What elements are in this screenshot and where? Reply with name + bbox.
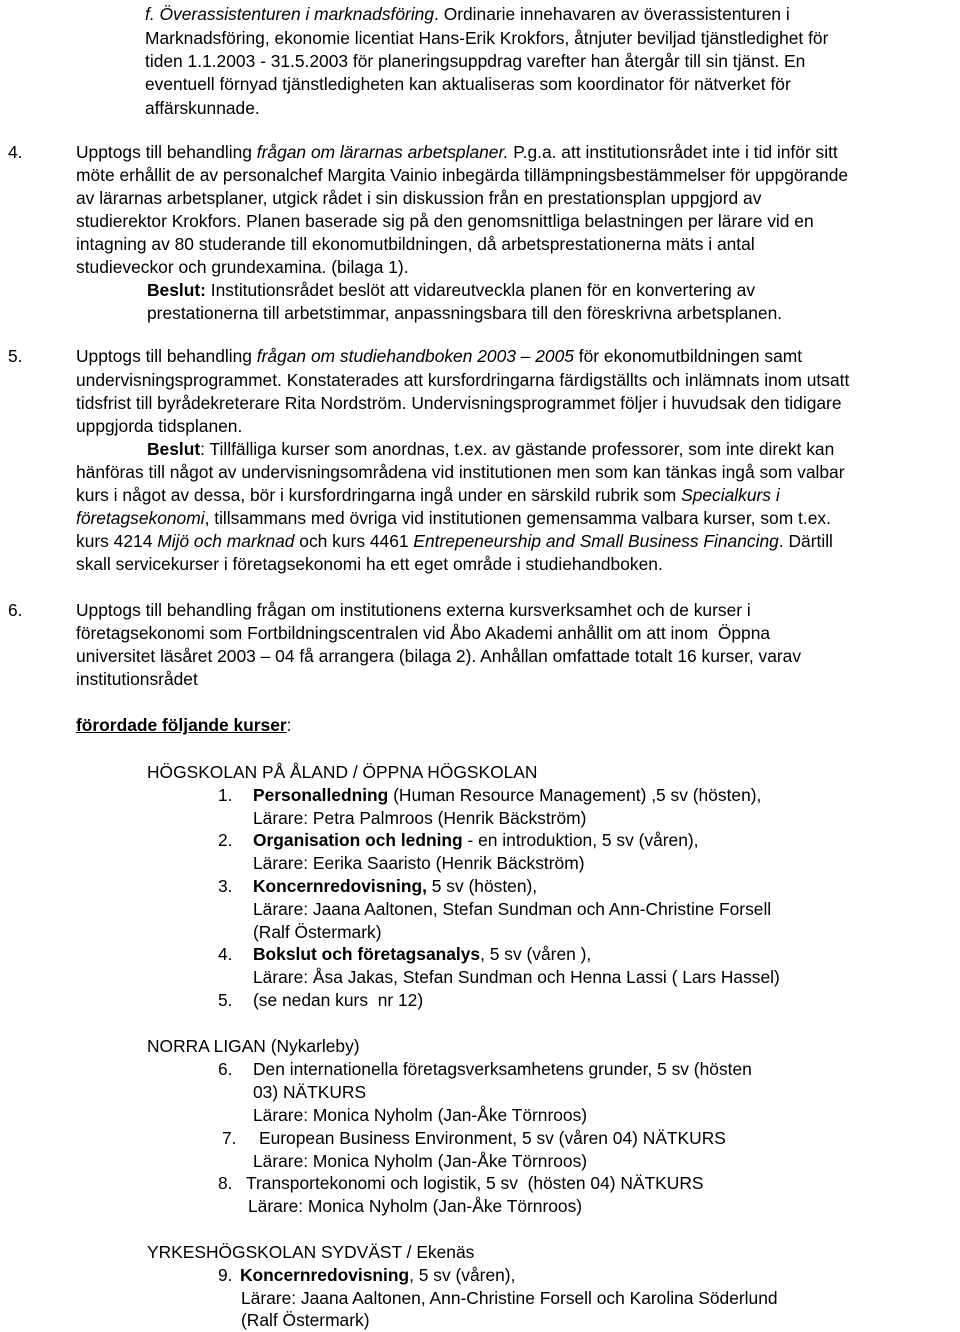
beslut-text: Institutionsrådet beslöt att vidareutveckla planen för en konvertering av: [205, 280, 756, 300]
section-f-text: . Ordinarie innehavaren av överassistenturen i: [434, 4, 790, 24]
course-teacher: Lärare: Monica Nyholm (Jan-Åke Törnroos): [253, 1151, 588, 1171]
section-f-line-5: affärskunnade.: [145, 98, 260, 118]
course-number: 4.: [218, 944, 233, 964]
section-5-number: 5.: [8, 346, 23, 366]
section-5-line-8-text: , tillsammans med övriga vid institutionen gemensamma valbara kurser, som t.ex.: [204, 508, 831, 528]
section-f-title: Överassistenturen i marknadsföring: [159, 4, 435, 24]
section-5-line-8: [76, 507, 831, 530]
course-teacher: Lärare: Jaana Aaltonen, Stefan Sundman och Ann-Christine Forsell: [253, 899, 772, 919]
course-title: Koncernredovisning: [240, 1265, 410, 1285]
group-title: NORRA LIGAN (Nykarleby): [147, 1036, 360, 1056]
section-4-line-4: studierektor Krokfors. Planen baserade sig på den genomsnittliga belastningen per lärare vid en: [76, 211, 814, 231]
course-number: 7.: [222, 1128, 237, 1148]
section-5-line-4: uppgjorda tidsplanen.: [76, 416, 243, 436]
course-details: 5 sv (hösten),: [426, 876, 538, 896]
section-5-line-1: [76, 345, 802, 368]
course-3: [253, 875, 537, 898]
course-title: Koncernredovisning,: [253, 876, 427, 896]
section-4-heading: Upptogs till behandling: [76, 142, 257, 162]
section-6-number: 6.: [8, 600, 23, 620]
course-number: 8.: [218, 1173, 233, 1193]
section-5-line-9: [76, 530, 833, 553]
beslut-label: Beslut:: [147, 280, 206, 300]
course-teacher: Lärare: Jaana Aaltonen, Ann-Christine Forsell och Karolina Söderlund: [241, 1288, 778, 1308]
section-6-line-2: företagsekonomi som Fortbildningscentralen vid Åbo Akademi anhållit om att inom Öppna: [76, 623, 771, 643]
section-5-topic: frågan om studiehandboken 2003 – 2005: [256, 346, 574, 366]
course-details: (Human Resource Management) ,5 sv (hösten),: [388, 785, 762, 805]
forordade-colon: :: [286, 715, 292, 735]
section-5-heading: Upptogs till behandling: [76, 346, 257, 366]
section-4-line-2: möte erhållit de av personalchef Margita Vainio inbegärda tillämpningsbestämmelser för uppgörande: [76, 165, 849, 185]
course-title: Personalledning: [253, 785, 389, 805]
section-f-line-1: [145, 3, 790, 26]
course-teacher: Lärare: Åsa Jakas, Stefan Sundman och Henna Lassi ( Lars Hassel): [253, 967, 780, 987]
section-4-topic: frågan om lärarnas arbetsplaner.: [256, 142, 509, 162]
section-5-line-2: undervisningsprogrammet. Konstaterades att kursfordringarna färdigställts och inlämnats inom utsatt: [76, 370, 850, 390]
section-5-line-9-a: kurs 4214: [76, 531, 158, 551]
section-5-line-7-italic: Specialkurs i: [681, 485, 780, 505]
course-examiner: (Ralf Östermark): [241, 1310, 370, 1330]
course-number: 1.: [218, 785, 233, 805]
course-title: Organisation och ledning: [253, 830, 463, 850]
section-4-beslut-line-2: prestationerna till arbetstimmar, anpassningsbara till den föreskrivna arbetsplanen.: [147, 303, 783, 323]
section-5-line-6: hänföras till något av undervisningsområdena vid institutionen men som kan tänkas ingå som valbar: [76, 462, 845, 482]
course-5: (se nedan kurs nr 12): [253, 990, 424, 1010]
course-name-mijo: Mijö och marknad: [157, 531, 295, 551]
course-title: Bokslut och företagsanalys: [253, 944, 481, 964]
course-details: , 5 sv (våren ),: [480, 944, 592, 964]
course-6: Den internationella företagsverksamhetens grunder, 5 sv (hösten: [253, 1059, 752, 1079]
course-number: 2.: [218, 830, 233, 850]
section-4-line-5: intagning av 80 studerande till ekonomutbildningen, då arbetsprestationerna mäts i antal: [76, 234, 755, 254]
section-4-number: 4.: [8, 142, 23, 162]
section-5-line-7-text: kurs i något av dessa, bör i kursfordringarna ingå under en särskild rubrik som: [76, 485, 682, 505]
section-5-line-9-c: och kurs 4461: [294, 531, 414, 551]
section-6-line-1: Upptogs till behandling frågan om institutionens externa kursverksamhet och de kurser i: [76, 600, 751, 620]
course-number: 9.: [218, 1265, 233, 1285]
group-title: YRKESHÖGSKOLAN SYDVÄST / Ekenäs: [147, 1242, 475, 1262]
section-4-beslut: [147, 279, 755, 302]
forordade-label: förordade följande kurser: [76, 715, 287, 735]
beslut-label: Beslut: [147, 439, 201, 459]
course-number: 3.: [218, 876, 233, 896]
course-teacher: Lärare: Monica Nyholm (Jan-Åke Törnroos): [253, 1105, 588, 1125]
course-name-entrepreneurship: Entrepeneurship and Small Business Financing: [413, 531, 779, 551]
course-2: [253, 829, 699, 852]
section-5-line-9-e: . Därtill: [778, 531, 833, 551]
section-f-line-4: eventuell förnyad tjänstledigheten kan aktualiseras som koordinator för nätverket för: [145, 74, 791, 94]
course-teacher: Lärare: Monica Nyholm (Jan-Åke Törnroos): [248, 1196, 583, 1216]
section-f-line-2: Marknadsföring, ekonomie licentiat Hans-Erik Krokfors, åtnjuter beviljad tjänstledighet för: [145, 28, 829, 48]
section-4-line-6: studieveckor och grundexamina. (bilaga 1).: [76, 257, 409, 277]
section-5-line-3: tidsfrist till byrådekreterare Rita Nordström. Undervisningsprogrammet följer i huvudsak den tidigare: [76, 393, 842, 413]
section-6-line-3: universitet läsåret 2003 – 04 få arrangera (bilaga 2). Anhållan omfattade totalt 16 kurser, varav: [76, 646, 802, 666]
course-teacher: Lärare: Petra Palmroos (Henrik Bäckström): [253, 808, 587, 828]
section-f-line-3: tiden 1.1.2003 - 31.5.2003 för planeringsuppdrag varefter han återgår till sin tjänst. En: [145, 51, 806, 71]
course-examiner: (Ralf Östermark): [253, 922, 382, 942]
course-9: [240, 1264, 515, 1287]
beslut-text: : Tillfälliga kurser som anordnas, t.ex. av gästande professorer, som inte direkt kan: [200, 439, 835, 459]
section-5-line-7: [76, 484, 780, 507]
section-4-line-3: av lärarnas arbetsplaner, utgick rådet i sin diskussion från en prestationsplan uppgjord av: [76, 188, 762, 208]
course-teacher: Lärare: Eerika Saaristo (Henrik Bäckström): [253, 853, 585, 873]
section-5-line-10: skall servicekurser i företagsekonomi ha ett eget område i studiehandboken.: [76, 554, 663, 574]
course-6-cont: 03) NÄTKURS: [253, 1082, 367, 1102]
course-number: 5.: [218, 990, 233, 1010]
section-5-text: för ekonomutbildningen samt: [573, 346, 803, 366]
section-5-line-8-italic: företagsekonomi: [76, 508, 205, 528]
course-details: , 5 sv (våren),: [409, 1265, 516, 1285]
course-number: 6.: [218, 1059, 233, 1079]
section-5-beslut: [147, 438, 834, 461]
course-details: - en introduktion, 5 sv (våren),: [462, 830, 699, 850]
course-8: Transportekonomi och logistik, 5 sv (hösten 04) NÄTKURS: [246, 1173, 704, 1193]
group-title: HÖGSKOLAN PÅ ÅLAND / ÖPPNA HÖGSKOLAN: [147, 762, 538, 782]
course-1: [253, 784, 761, 807]
section-6-line-4: institutionsrådet: [76, 669, 198, 689]
forordade-heading: [76, 714, 292, 737]
course-4: [253, 943, 591, 966]
course-7: European Business Environment, 5 sv (våren 04) NÄTKURS: [259, 1128, 726, 1148]
section-4-text: P.g.a. att institutionsrådet inte i tid inför sitt: [508, 142, 838, 162]
section-f-label: f.: [145, 4, 155, 24]
section-4-line-1: [76, 141, 838, 164]
